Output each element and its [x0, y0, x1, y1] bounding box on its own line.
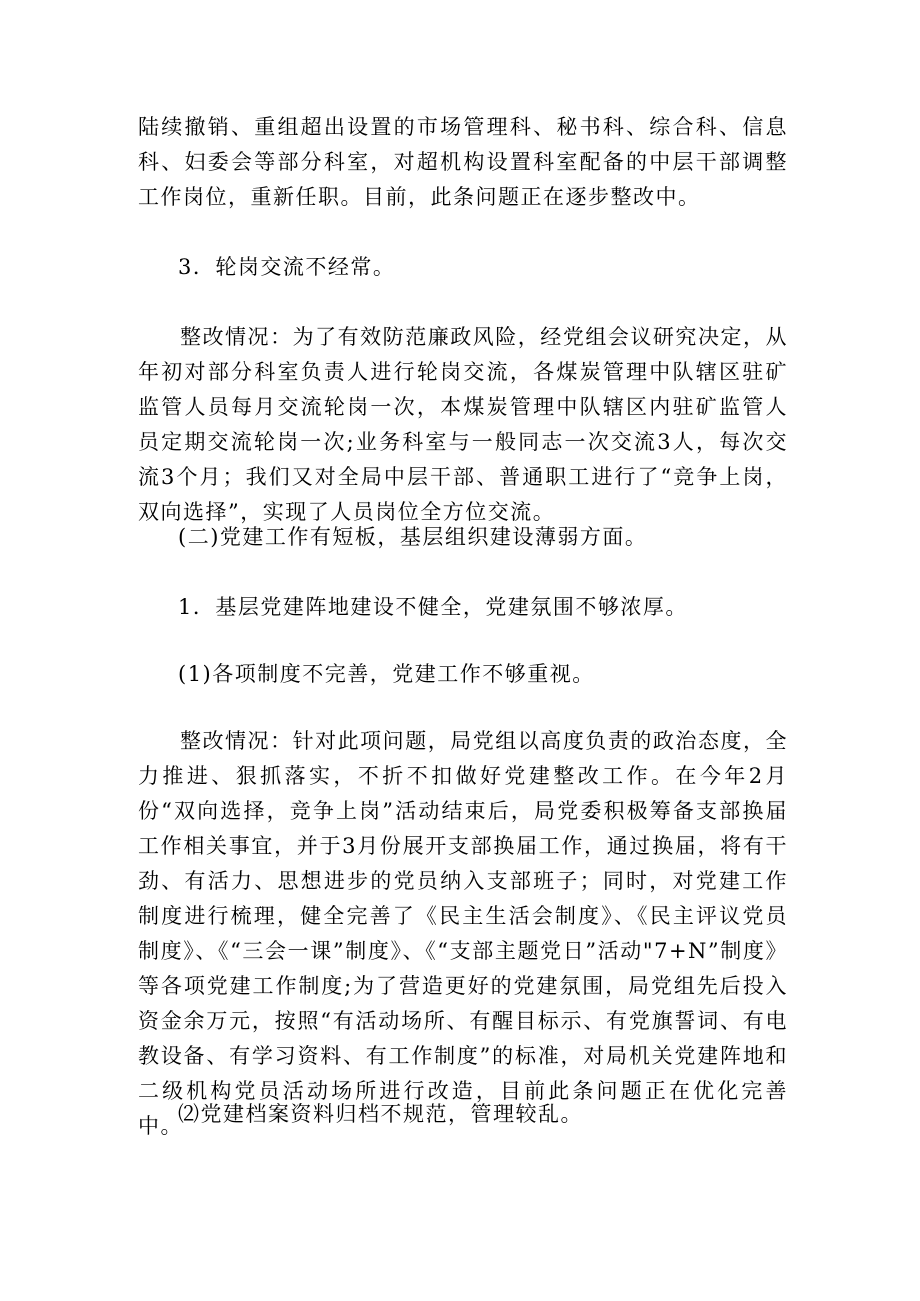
heading-rotation-issue: 3．轮岗交流不经常。 — [178, 255, 396, 279]
heading-party-building-section: (二)党建工作有短板，基层组织建设薄弱方面。 — [178, 525, 648, 549]
paragraph-rotation-rectification: 整改情况：为了有效防范廉政风险，经党组会议研究决定，从年初对部分科室负责人进行轮岗交流，各煤炭管理中队辖区驻矿监管人员每月交流轮岗一次，本煤炭管理中队辖区内驻矿监管人员定期交流轮岗一次;业务科室与一般同志一次交流3人，每次交流3个月；我们又对全局中层干部、普通职工进行了“竞争上岗，双向选择”，实现了人员岗位全方位交流。 — [138, 325, 788, 524]
paragraph-party-building-rectification: 整改情况：针对此项问题，局党组以高度负责的政治态度，全力推进、狠抓落实，不折不扣做好党建整改工作。在今年2月份“双向选择，竞争上岗”活动结束后，局党委积极筹备支部换届工作相关事宜，并于3月份展开支部换届工作，通过换届，将有干劲、有活力、思想进步的党员纳入支部班子；同时，对党建工作制度进行梳理，健全完善了《民主生活会制度》、《民主评议党员制度》、《“三会一课”制度》、《“支部主题党日”活动"7+N”制度》等各项党建工作制度;为了营造更好的党建氛围，局党组先后投入资金余万元，按照“有活动场所、有醒目标示、有党旗誓词、有电教设备、有学习资料、有工作制度”的标准，对局机关党建阵地和二级机构党员活动场所进行改造，目前此条问题正在优化完善中。 — [138, 729, 788, 1138]
paragraph-institution-restructure: 陆续撤销、重组超出设置的市场管理科、秘书科、综合科、信息科、妇委会等部分科室，对超机构设置科室配备的中层干部调整工作岗位，重新任职。目前，此条问题正在逐步整改中。 — [138, 115, 788, 209]
heading-grassroots-issue: 1．基层党建阵地建设不健全，党建氛围不够浓厚。 — [178, 595, 688, 619]
heading-archive-issue: ⑵党建档案资料归档不规范，管理较乱。 — [178, 1102, 583, 1126]
heading-systems-issue: (1)各项制度不完善，党建工作不够重视。 — [178, 662, 595, 686]
